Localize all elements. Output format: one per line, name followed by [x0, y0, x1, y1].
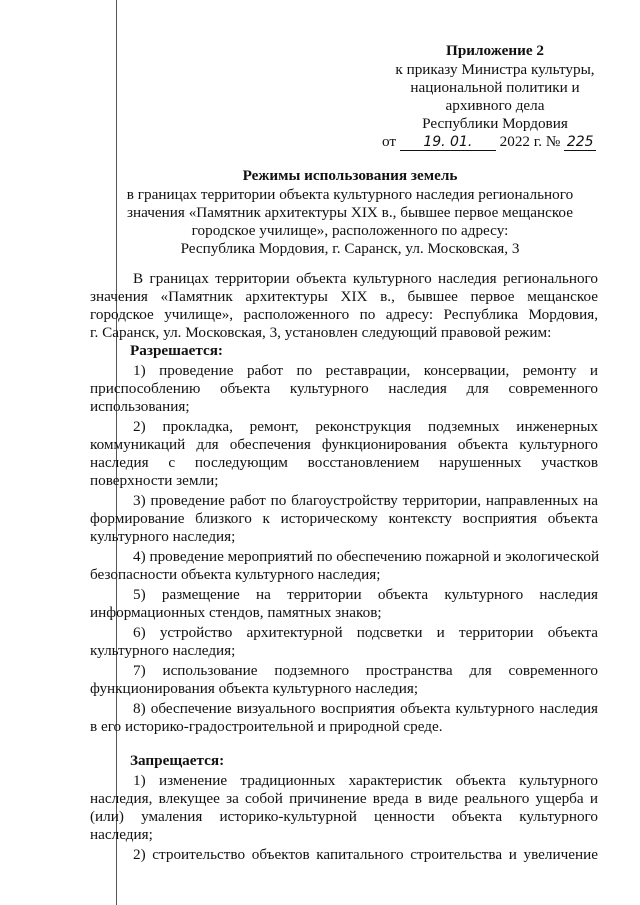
allowed-line: 2) прокладка, ремонт, реконструкция подземных инженерных	[133, 418, 598, 435]
appendix-line: Республики Мордовия	[422, 115, 568, 132]
date-prefix: от	[382, 133, 397, 150]
allowed-line: в его историко-градостроительной и природной среде.	[90, 718, 443, 735]
order-number-handwritten: 225	[564, 135, 596, 151]
allowed-line: 8) обеспечение визуального восприятия объекта культурного наследия	[133, 700, 598, 717]
appendix-line: к приказу Министра культуры,	[395, 61, 595, 78]
appendix-title: Приложение 2	[446, 42, 544, 59]
heading-line: городское училище», расположенного по адресу:	[191, 222, 509, 239]
heading-line: значения «Памятник архитектуры XIX в., бывшее первое мещанское	[127, 204, 573, 221]
allowed-line: культурного наследия;	[90, 642, 236, 659]
allowed-line: 4) проведение мероприятий по обеспечению пожарной и экологической	[133, 548, 600, 565]
date-handwritten: 19. 01.	[400, 135, 496, 151]
appendix-date-line	[382, 133, 596, 151]
forbidden-line: наследия, влекущее за собой причинение вреда в виде реального ущерба и	[90, 790, 598, 807]
forbidden-line: (или) умаления историко-культурной ценности объекта культурного	[90, 808, 598, 825]
allowed-line: безопасности объекта культурного наследия;	[90, 566, 381, 583]
forbidden-line: 1) изменение традиционных характеристик объекта культурного	[133, 772, 598, 789]
appendix-line: национальной политики и	[410, 79, 580, 96]
allowed-line: функционирования объекта культурного наследия;	[90, 680, 419, 697]
intro-line: городское училище», расположенного по адресу: Республика Мордовия,	[90, 306, 598, 323]
date-year-number-label: 2022 г. №	[499, 133, 561, 150]
allowed-line: приспособлению объекта культурного наследия для современного	[90, 380, 598, 397]
heading-line: в границах территории объекта культурного наследия регионального	[126, 186, 574, 203]
allowed-line: 6) устройство архитектурной подсветки и территории объекта	[133, 624, 598, 641]
intro-line: г. Саранск, ул. Московская, 3, установлен следующий правовой режим:	[90, 324, 552, 341]
allowed-line: культурного наследия;	[90, 528, 236, 545]
intro-line: значения «Памятник архитектуры XIX в., бывшее первое мещанское	[90, 288, 598, 305]
intro-line: В границах территории объекта культурного наследия регионального	[133, 270, 598, 287]
allowed-line: 3) проведение работ по благоустройству территории, направленных на	[133, 492, 598, 509]
forbidden-title: Запрещается:	[130, 752, 225, 769]
allowed-title: Разрешается:	[130, 342, 223, 359]
allowed-line: использования;	[90, 398, 190, 415]
allowed-line: коммуникаций для обеспечения функционирования объекта культурного	[90, 436, 598, 453]
allowed-line: наследия с последующим восстановлением нарушенных участков	[90, 454, 598, 471]
allowed-line: 7) использование подземного пространства для современного	[133, 662, 598, 679]
allowed-line: 5) размещение на территории объекта культурного наследия	[133, 586, 598, 603]
allowed-line: информационных стендов, памятных знаков;	[90, 604, 382, 621]
forbidden-line: 2) строительство объектов капитального строительства и увеличение	[133, 846, 598, 863]
allowed-line: формирование близкого к историческому контексту восприятия объекта	[90, 510, 598, 527]
allowed-line: поверхности земли;	[90, 472, 219, 489]
appendix-line: архивного дела	[445, 97, 545, 114]
heading-line: Республика Мордовия, г. Саранск, ул. Московская, 3	[180, 240, 520, 257]
heading-title: Режимы использования земель	[242, 167, 458, 184]
allowed-line: 1) проведение работ по реставрации, консервации, ремонту и	[133, 362, 598, 379]
forbidden-line: наследия;	[90, 826, 153, 843]
